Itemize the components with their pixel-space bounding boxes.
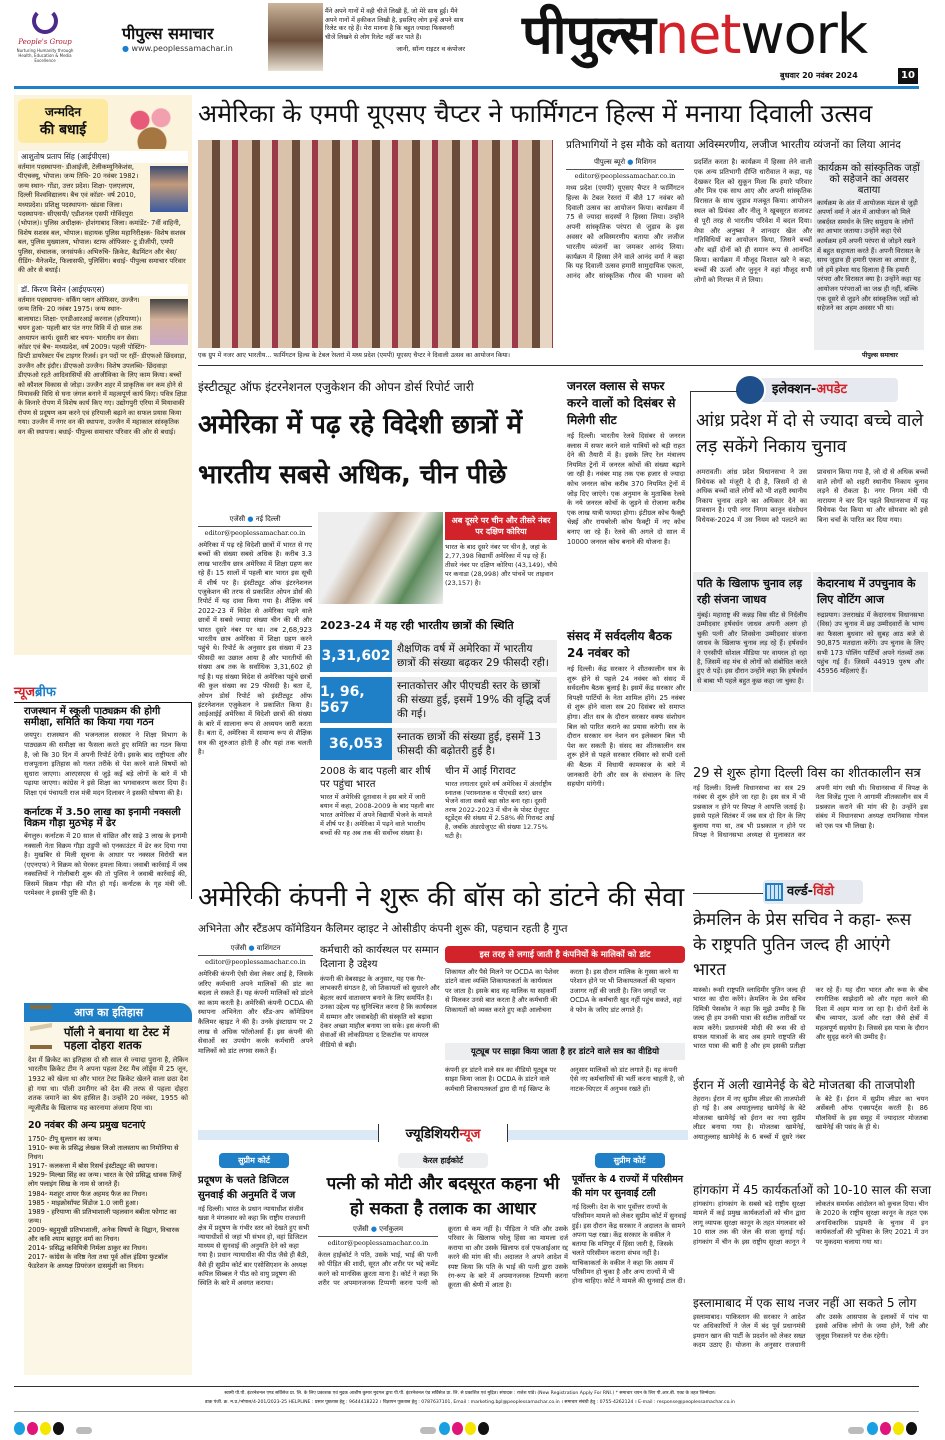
boss-youtube-title: यूट्यूब पर साझा किया जाता है हर डांटने वाले सत्र का वीडियो bbox=[445, 1043, 685, 1060]
judiciary-left-tag: सुप्रीम कोर्ट bbox=[219, 1153, 289, 1168]
brief-headline: कर्नाटक में 3.50 लाख का इनामी नक्सली विक्रम गौड़ा मुठभेड़ में ढेर bbox=[24, 806, 181, 829]
students-sub-2-title: चीन में आई गिरावट bbox=[445, 766, 516, 777]
boss-byline: एजेंसी ● वाशिंगटन bbox=[198, 944, 313, 956]
boss-email: editor@peoplessamachar.co.in bbox=[205, 958, 306, 966]
students-sub-1-text: भारत में अमेरिकी दूतावास ने इस बारे में जारी बयान में कहा, 2008-2009 के बाद पहली बार भारत अमेरिका में अपने विद्यार्थी भेजने के मामले में शीर्ष पर है। अमेरिका में पढ़ने वाले भारतीय बच्चों की यह अब तक की सर्वोच्च संख्या है। bbox=[320, 793, 434, 837]
election-tag-a: इलेक्शन- bbox=[772, 382, 817, 397]
stat-number: 1, 96, 567 bbox=[320, 677, 392, 723]
parliament-headline: संसद में सर्वदलीय बैठक 24 नवंबर को bbox=[567, 629, 672, 660]
judiciary-byline: एजेंसी ● एर्नाकुलम bbox=[318, 1225, 438, 1237]
birthday-title-a: जन्मदिन bbox=[44, 105, 82, 119]
byline-agency: एजेंसी bbox=[352, 1225, 369, 1233]
election-tag-b: अपडेट bbox=[816, 382, 848, 397]
window-icon bbox=[765, 883, 783, 901]
registration-marks-right bbox=[848, 1420, 919, 1439]
students-kicker: इंस्टीट्यूट ऑफ इंटरनेशनल एजुकेशन की ओपन डोर्स रिपोर्ट जारी bbox=[198, 380, 474, 394]
world-text: मास्को। रूसी राष्ट्रपति व्लादिमीर पुतिन जल्द ही भारत का दौरा करेंगे। क्रेमलिन के प्रेस सचिव दिमित्री पेसकोव ने कहा कि मुझे उम्मीद है कि जल्द ही हम उनकी यात्रा की सटीक तारीखों पर काम करेंगे। प्रधानमंत्री मोदी की रूस की दो सफल यात्राओं के बाद अब हमारे राष्ट्रपति की भारत यात्रा की बारी है और हम इसकी प्रतीक्षा कर रहे हैं। यह दौरा भारत और रूस के बीच रणनीतिक साझेदारी को और गहरा करने की दिशा में अहम माना जा रहा है। दोनों देशों के बीच व्यापार, ऊर्जा और रक्षा जैसे क्षेत्रों में महत्वपूर्ण सहयोग है। जिससे इस यात्रा के दौरान और सुदृढ़ करने की उम्मीद है। bbox=[693, 986, 928, 1051]
judiciary-right-text: नई दिल्ली। देश के चार पूर्वोत्तर राज्यों के परिसीमन मामले को लेकर सुप्रीम कोर्ट में सुनवाई हुई। इस दौरान केंद्र सरकार ने अदालत के सामने अपना पक्ष रखा। केंद्र सरकार के वकील ने बताया कि मणिपुर में हिंसा जारी है, जिसके चलते परिसीमन कराना संभव नहीं है। याचिकाकर्ता के वकील ने कहा कि असम में परिसीमन हो चुका है और अन्य राज्यों में भी होना चाहिए। कोर्ट ने मामले की सुनवाई टाल दी। bbox=[572, 1203, 687, 1286]
samachar-logo-block bbox=[122, 22, 262, 53]
students-body bbox=[198, 515, 312, 757]
lead-text: मध्य प्रदेश (एमपी) यूएसए चैप्टर ने फार्मिंगटन हिल्स के टेबल रेस्तरां में बीते 17 नवंबर को दिवाली उत्सव का आयोजन किया। कार्यक्रम में 75 से ज्यादा सदस्यों ने हिस्सा लिया। उन्होंने अपनी सांस्कृतिक परंपरा से जुड़ाव के इस अवसर को अविस्मरणीय बताया और लजीज भारतीय व्यंजनों का जमकर आनंद लिया। कार्यक्रम में हिस्सा लेने वाले आनंद वर्मा ने कहा कि यह दिवाली उत्सव हमारी सामुदायिक एकता, आनंद और सांस्कृतिक गौरव की भावना को प्रदर्शित करता है। कार्यक्रम में हिस्सा लेने वाली एक अन्य प्रतिभागी दीप्ति धारीवाल ने कहा, यह देखकर दिल को सुकून मिला कि हमारे परिवार और मित्र एक साथ आए और अपनी सांस्कृतिक विरासत के साथ जुड़ाव मजबूत किया। आयोजन स्थल को प्रियंका और नीलू ने खूबसूरत सजावट से पूरी तरह से भारतीय परिवेश में बदल दिया। मेघा और अनुष्का ने शानदार खेल और गतिविधियों का आयोजन किया, जिसने बच्चों और बड़ों दोनों को ही समान रूप से आनंदित किया। कार्यक्रम में मौजूद विशाल खरे ने कहा, बच्चों की ऊर्जा और जुनून ने वहां मौजूद सभी लोगों को गिरफ्त में ले लिया। bbox=[566, 158, 812, 284]
byline-agency: एजेंसी bbox=[229, 515, 246, 523]
election-text: अमरावती। आंध्र प्रदेश विधानसभा ने उस विधेयक को मंजूरी दे दी है, जिसमें दो से अधिक बच्चों वाले लोगों को भी शहरी स्थानीय निकाय चुनाव लड़ने का अधिकार देने का प्रावधान है। एपी नगर निगम कानून संशोधन विधेयक-2024 में उस नियम को पलटने का प्रावधान किया गया है, जो दो से अधिक बच्चों वाले लोगों को शहरी स्थानीय निकाय चुनाव लड़ने से रोकता है। नगर निगम मंत्री पी नारायण ने चार दिन पहले विधानसभा में यह विधेयक पेश किया था और सोमवार को इसे बिना चर्चा के पारित कर दिया गया। bbox=[696, 468, 928, 524]
judiciary-mid-headline: पत्नी को मोटी और बदसूरत कहना भी हो सकता है तलाक का आधार bbox=[326, 1174, 560, 1219]
stat-row bbox=[320, 677, 557, 723]
world-tag-b: विंडो bbox=[813, 884, 835, 899]
header-rule bbox=[14, 86, 919, 89]
lead-byline: पीपुल्स ब्यूरो ● मिशिगन bbox=[566, 158, 684, 170]
students-headline: अमेरिका में पढ़ रहे विदेशी छात्रों में भारतीय सबसे अधिक, चीन पीछे bbox=[198, 410, 523, 490]
rail-headline: जनरल क्लास से सफर करने वालों को दिसंबर से मिलेगी सीट bbox=[567, 379, 676, 427]
birthday-person-2-details: वर्तमान पदस्थापना- वर्किंग प्लान ऑफिसर, उज्जैन। जन्म तिथि- 20 नवंबर 1975। जन्म स्थान- बालाघाट। शिक्षा- एनडीआरआई करनाल (हरियाणा)। चयन हुआ- पहली बार पंत नगर विवि में दो साल तक अध्यापन कार्य। दूसरी बार चयन- भारतीय वन सेवा। कॉडर एवं बैच- मध्यप्रदेश, वर्ष 2009। पहली पोस्टिंग- डिप्टी डायरेक्टर पेंच टाइगर रिजर्व। इन पदों पर रहीं- डीएफओ छिंदवाड़ा, उज्जैन और इंदौर। डीएफओ उज्जैन। विशेष उपलब्धि- छिंदवाड़ा डीएफओ रहते आदिवासियों की आजीविका के लिए काम किया। बच्चों को कौशल विकास से जोड़ा। उज्जैन शहर में प्राकृतिक वन कम होने से मियावकी विधि से घना जंगल बनाने में महत्वपूर्ण कार्य किए। पवित्र क्षिप्रा के किनारे रोपण में विशेष कार्य किए गए। उद्योगपुरी एरिया में मियावाकी रोपण से प्रदूषण कम करने एवं हरियाली बढ़ाने का सफल प्रयास किया गया। उज्जैन में नगर वन की स्थापना, उज्जैन में महाकाल सांस्कृतिक वन की स्थापना। बधाई- पीपुल्स समाचार परिवार की ओर से बधाई। bbox=[18, 295, 187, 436]
page-number: 10 bbox=[898, 68, 918, 84]
stat-row bbox=[320, 640, 557, 672]
delhi-headline: 29 से शुरू होगा दिल्ली विस का शीतकालीन सत्र bbox=[693, 766, 921, 781]
registration-marks-center bbox=[420, 1420, 491, 1439]
world-tag-a: वर्ल्ड- bbox=[787, 884, 814, 899]
byline-place: नई दिल्ली bbox=[255, 515, 281, 523]
students-sub-1-title: 2008 के बाद पहली बार शीर्ष पर पहुंचा भारत bbox=[320, 766, 431, 790]
group-name: People's Group bbox=[18, 38, 72, 46]
history-text: देश में क्रिकेट का इतिहास दो सौ साल से ज्यादा पुराना है, लेकिन भारतीय क्रिकेट टीम ने अपना पहला टेस्ट मैच लॉर्ड्स में 25 जून, 1932 को खेला था और भारत टेस्ट क्रिकेट खेलने वाला छठा देश हो गया था। पॉली उमरीगर को देश की तरफ से पहला दोहरा शतक जमाने का श्रेय हासिल है। उन्होंने 20 नवंबर, 1955 को न्यूजीलैंड के खिलाफ यह कारनामा अंजाम दिया था। bbox=[28, 1055, 188, 1112]
boss-box-text: शिकायत और पैसे मिलने पर OCDA का पेशेवर डांटने वाला व्यक्ति शिकायतकर्ता के कार्यस्थल पर जाता है। इसके बाद वह मालिक या सहकर्मी से मिलकर उनसे बात करता है और कर्मचारी की शिकायतों को व्यक्त करते हुए कड़ी आलोचना करता है। इस दौरान मालिक के गुस्सा करने या परेशान होने पर भी शिकायतकर्ता की पहचान उजागर नहीं की जाती है। जिन जगहों पर OCDA के कर्मचारी खुद नहीं पहुंच सकते, वहां वे फोन के जरिए डांट लगाते हैं। bbox=[445, 968, 682, 1014]
lead-sidebar bbox=[814, 160, 924, 350]
stats-title: 2023-24 में यह रही भारतीय छात्रों की स्थिति bbox=[320, 619, 514, 632]
judiciary-mid bbox=[318, 1153, 568, 1365]
brief-text: जयपुर। राजस्थान की भजनलाल सरकार ने शिक्षा विभाग के पाठ्यक्रम की समीक्षा का फैसला करते हुए समिति का गठन किया है, जो कि 30 दिन में अपनी रिपोर्ट देगी। इसके बाद राष्ट्रीयता और राजपूताना इतिहास को गलत तरीके से पेश करने वाले विषयों को सुधारा जाएगा। आरएसएस से जुड़े कई बड़े लोगों के बारे में भी पढ़ाया जाएगा। कांग्रेस ने इसे शिक्षा का भगवाकरण करार दिया है। शिक्षा एवं पंचायती राज मंत्री मदन दिलावर ने इसकी घोषणा की है। bbox=[24, 731, 187, 797]
world-story bbox=[693, 1293, 928, 1371]
history-event: 2017- कांग्रेस के वरिष्ठ नेता तथा पूर्व ऑल इंडिया फुटबॉल फेडरेशन के अध्यक्ष प्रियरंजन दासमुंशी का निधन। bbox=[28, 1253, 168, 1271]
byline-place: एर्नाकुलम bbox=[379, 1225, 404, 1233]
sanjana-text: मुंबई। महाराष्ट्र की कन्नड़ विस सीट से निर्दलीय उम्मीदवार हर्षवर्धन जाधव अपनी अलग हो चुकी पत्नी और शिवसेना उम्मीदवार संजना जाधव के खिलाफ चुनाव लड़ रहे हैं। हर्षवर्धन ने एनसीपी सोशल मीडिया पर वायरल हो रहा है, जिसमें वह मंच से लोगों को संबोधित करते हुए रो पड़ें। इस दौरान उन्होंने कहा कि हर्षवर्धन से बाबा भी पहले बहुत कुछ कहा जा चुका है। bbox=[697, 611, 807, 685]
birthday-title bbox=[18, 99, 108, 143]
quote-block bbox=[325, 8, 465, 53]
lead-body bbox=[566, 158, 812, 348]
judiciary-right-tag: सुप्रीम कोर्ट bbox=[595, 1153, 665, 1168]
judiciary-title-a: ज्यूडिशियरी bbox=[405, 1127, 460, 1142]
birthday-person-2-photo bbox=[150, 299, 188, 345]
history-event: 1985 - माइक्रोसॉफ्ट विंडोज 1.0 जारी हुआ। bbox=[28, 1198, 139, 1207]
world-headline: इस्लामाबाद में एक साथ नजर नहीं आ सकते 5 लोग bbox=[693, 1296, 917, 1310]
lead-divider bbox=[198, 365, 923, 366]
judiciary-title-b: न्यूज bbox=[459, 1127, 481, 1142]
footer-rule bbox=[14, 1386, 919, 1387]
lead-side-headline: कार्यक्रम को सांस्कृतिक जड़ों को सहेजने का अवसर बताया bbox=[818, 163, 920, 197]
history-event: 1984- मशहूर शायर फैज अहमद फैज का निधन। bbox=[28, 1189, 148, 1198]
news-brief-title bbox=[14, 682, 192, 700]
parliament-text: नई दिल्ली। केंद्र सरकार ने शीतकालीन सत्र के शुरू होने से पहले 24 नवंबर को संसद में सर्वदलीय बैठक बुलाई है। इसमें केंद्र सरकार और विपक्षी पार्टियों के नेता शामिल होंगे। 25 नवंबर से शुरू होने वाला सत्र 20 दिसंबर को समाप्त होगा। शीत सत्र के दौरान सरकार वक्फ संशोधन बिल को पारित कराने का प्रयास करेगी। सत्र के दौरान सरकार वन नेशन वन इलेक्शन बिल भी पेश कर सकती है। संसद का शीतकालीन सत्र शुरू होने से पहले सरकार रविवार को सभी दलों की बैठक में विधायी कामकाज के बारे में जानकारी देगी और सत्र के संचालन के लिए सहयोग मांगेगी। bbox=[567, 665, 685, 789]
rail-story bbox=[567, 378, 685, 547]
masthead-net: net bbox=[654, 3, 741, 66]
election-update-tag bbox=[738, 378, 898, 402]
history-event: 1910- रूस के प्रसिद्ध लेखक लिओ तालस्ताय का निमोनिया से निधन। bbox=[28, 1144, 179, 1162]
byline-place: मिशिगन bbox=[635, 158, 657, 166]
judiciary-right-headline: पूर्वोत्तर के 4 राज्यों में परिसीमन की मांग पर सुनवाई टली bbox=[572, 1174, 684, 1199]
students-sub-2 bbox=[445, 765, 557, 840]
students-photo bbox=[318, 512, 443, 604]
brief-text: बेंगलुरु। कर्नाटक में 20 साल से वांछित और साढ़े 3 लाख के इनामी नक्सली नेता विक्रम गौड़ा उडुपी को एनकाउंटर में ढेर कर दिया गया है। मुखबिर से मिली सूचना के आधार पर नक्सल विरोधी बल (एएनएफ) ने विक्रम को घेरकर हमला किया। जवाबी कार्रवाई में जब नक्सलियों ने गोलीबारी शुरू की तो पुलिस ने जवाबी कार्रवाई की, जिसमें विक्रम गौड़ा की मौत हो गई। कर्नाटक के गृह मंत्री जी. परमेश्वर ने इसकी पुष्टि की है। bbox=[24, 831, 187, 898]
judiciary-left-text: नई दिल्ली। भारत के प्रधान न्यायाधीश संजीव खन्ना ने मंगलवार को कहा कि राष्ट्रीय राजधानी क्षेत्र में प्रदूषण के गंभीर स्तर को देखते हुए सभी न्यायाधीशों से जहां भी संभव हो, वहां डिजिटल माध्यम से सुनवाई की अनुमति देने को कहा गया है। प्रधान न्यायाधीश की पीठ जैसे ही बैठी, वैसे ही सुप्रीम कोर्ट बार एसोसिएशन के अध्यक्ष कपिल सिब्बल ने पीठ को वायु प्रदूषण की स्थिति के बारे में अवगत कराया। bbox=[198, 1205, 310, 1288]
news-brief bbox=[14, 682, 192, 899]
world-headline: क्रेमलिन के प्रेस सचिव ने कहा- रूस के राष्ट्रपति पुतिन जल्द ही आएंगे भारत bbox=[693, 910, 912, 980]
history-event: 1750- टीपू सुल्तान का जन्म। bbox=[28, 1134, 102, 1143]
group-logo bbox=[14, 6, 76, 63]
kedarnath-headline: केदारनाथ में उपचुनाव के लिए वोटिंग आज bbox=[817, 577, 916, 606]
masthead-hindi: पीपुल्स bbox=[522, 3, 655, 66]
birthday-person-1-photo bbox=[150, 166, 188, 212]
birthday-person-1-name: आशुतोष प्रताप सिंह (आईपीएस) bbox=[18, 151, 188, 163]
lead-photo-caption: एक ग्रुप में नजर आए भारतीय... फार्मिंगटन हिल्स के टेबल रेस्तरां में मध्य प्रदेश (एमपी) यूएसए चैप्टर ने दिवाली उत्सव का आयोजन किया। bbox=[198, 352, 511, 359]
registration-marks-left bbox=[14, 1420, 95, 1439]
website-text: www.peoplessamachar.in bbox=[131, 44, 233, 53]
hourglass-icon bbox=[30, 1005, 52, 1049]
world-story bbox=[693, 1180, 931, 1278]
samachar-logo: पीपुल्स समाचार bbox=[122, 24, 214, 43]
world-headline: ईरान में अली खामेनेई के बेटे मोजतबा की ताजपोशी bbox=[693, 1078, 915, 1092]
history-events-list bbox=[24, 1135, 192, 1271]
students-text: अमेरिका में पढ़ रहे विदेशी छात्रों में भारत से गए बच्चों की संख्या सबसे अधिक है। करीब 3.3 लाख भारतीय छात्र अमेरिका में शिक्षा ग्रहण कर रहे हैं। 15 सालों में पहली बार भारत इस सूची में शीर्ष पर है। इंस्टीट्यूट ऑफ इंटरनेशनल एजुकेशन की तरफ से प्रकाशित ओपन डोर्स की रिपोर्ट में यह दावा किया गया है। शैक्षिक वर्ष 2022-23 में विदेश से अमेरिका पढ़ने वाले छात्रों में सबसे ज्यादा संख्या चीन की थी और भारत दूसरे नंबर पर था। तब 2,68,923 भारतीय छात्र अमेरिका में शिक्षा ग्रहण करने पहुंचे थे। रिपोर्ट के अनुसार इस संख्या में 23 फीसदी का उछाल आया है और भारतीयों की संख्या अब तक के सर्वाधिक 3,31,602 हो गई है। यह संख्या विदेश से अमेरिका पहुंचे छात्रों की कुल संख्या का 29 फीसदी है। बता दें, ओपन डोर्स रिपोर्ट को इंस्टीट्यूट ऑफ इंटरनेशनल एजुकेशन ने प्रकाशित किया है। आईआईई अमेरिका में विदेशी छात्रों की संख्या के बारे में सालाना रूप से अध्ययन जारी करता है। बता दें, अमेरिका में सामान्य रूप से शैक्षिक सत्र की शुरुआत होती है और यहां तक चलती है। bbox=[198, 541, 312, 756]
world-text: तेहरान। ईरान में नए सुप्रीम लीडर की ताजपोशी हो गई है। अब अयातुल्लाह खामेनेई के बेटे मोजतबा खामेनेई को ईरान का नया सुप्रीम लीडर बनाया गया है। मोजतबा खामेनेई, अयातुल्लाह खामेनेई के 6 बच्चों में दूसरे नंबर के बेटे हैं। ईरान में सुप्रीम लीडर का चयन असेंबली ऑफ एक्सपर्ट्स करती है। 86 मौलवियों के इस समूह में ज्यादातर मोजतबा खामेनेई की पसंद के ही थे। bbox=[693, 1095, 928, 1141]
sanjana-story bbox=[693, 572, 811, 692]
kedarnath-story bbox=[813, 572, 928, 692]
news-brief-title-b: ब्रीफ bbox=[35, 685, 56, 700]
boss-sub-text: कंपनी की वेबसाइट के अनुसार, यह एक गैर-लाभकारी संगठन है, जो शिकायतों को सुधारने और बेहतर कार्य वातावरण बनाने के लिए समर्पित है। उनका उद्देश्य यह सुनिश्चित करना है कि कार्यस्थल में सम्मान और जवाबदेही की संस्कृति को बढ़ावा देकर अच्छा माहौल बनाया जा सके। इस कंपनी की सेवाओं की लोकप्रियता द टिकटॉक पर वायरल वीडियो से बढ़ी। bbox=[320, 975, 440, 1049]
boss-headline: अमेरिकी कंपनी ने शुरू की बॉस को डांटने की सेवा bbox=[198, 882, 685, 913]
students-email: editor@peoplessamachar.co.in bbox=[204, 529, 306, 537]
boss-youtube-text: कंपनी हर डांटने वाले सत्र का वीडियो यूट्यूब पर साझा किया जाता है। OCDA के डांटने वाले कर्मचारी शिकायतकर्ता द्वारा दी गई स्क्रिप्ट के अनुसार मालिकों को डांट लगाते हैं। यह कंपनी ऐसे नए कर्मचारियों की भर्ती करना चाहती है, जो नाटक-थिएटर में अनुभव रखते हों। bbox=[445, 1066, 685, 1093]
masthead-work: work bbox=[740, 3, 868, 66]
students-side-box bbox=[445, 512, 557, 588]
boss-text: अमेरिकी कंपनी ऐसी सेवा लेकर आई है, जिसके जरिए कर्मचारी अपने मालिकों की डांट का बदला ले सकते हैं। यह कंपनी मालिकों को डांटने का काम करती है। अमेरिकी कंपनी OCDA की स्थापना अभिनेता और स्टैंड-अप कॉमेडियन कैलिमर व्हाइट ने की है। उनके इंस्टाग्राम पर 2 लाख से अधिक फॉलोअर्स हैं। इस कंपनी की सेवाओं का उपयोग करके कर्मचारी अपने मालिकों को डांट लगवा सकते हैं। bbox=[198, 970, 313, 1055]
students-box-text: भारत के बाद दूसरे नंबर पर चीन है, जहां के 2,77,398 विद्यार्थी अमेरिका में पढ़ रहे हैं। तीसरे नंबर पर दक्षिण कोरिया (43,149), चौथे पर कनाडा (28,998) और पांचवें पर ताइवान (23,157) है। bbox=[445, 543, 557, 587]
world-text: हांगकांग। हांगकांग के सबसे बड़े राष्ट्रीय सुरक्षा मामले में कई प्रमुख कार्यकर्ताओं को चीन द्वारा लागू व्यापक सुरक्षा कानून के तहत मंगलवार को 10 साल तक की जेल की सजा सुनाई गई। हांगकांग में चीन के इस राष्ट्रीय सुरक्षा कानून ने लोकतंत्र समर्थक आंदोलन को कुचल दिया। चीन के 2020 के राष्ट्रीय सुरक्षा कानून के तहत एक अनाधिकारिक प्राइमरी के चुनाव में इन कार्यकर्ताओं की भूमिका के लिए 2021 में उन पर मुकदमा चलाया गया था। bbox=[693, 1200, 928, 1246]
rail-text: नई दिल्ली। भारतीय रेलवे दिसंबर से जनरल क्लास में सफर करने वाले यात्रियों को बड़ी राहत देने की तैयारी में है। इसके लिए रेल मंत्रालय नियमित ट्रेनों में जनरल कोचों की संख्या बढ़ाने जा रही है। नवंबर माह तक एक हजार से ज्यादा कोच जनरल कोच करीब 370 नियमित ट्रेनों में जोड़ दिए जाएंगे। एक अनुमान के मुताबिक रेलवे के नये जनरल कोचों के जुड़ने से रोजाना करीब एक लाख यात्री फायदा होगा। इंटीग्रल कोच फैक्ट्री चेन्नई और रायबरेली कोच फैक्ट्री में नए कोच बनाए जा रहे हैं। रेलवे की अगले दो साल में 10000 जनरल कोच बनाने की योजना है। bbox=[567, 432, 685, 546]
stat-number: 36,053 bbox=[320, 728, 392, 760]
news-brief-title-a: न्यूज bbox=[14, 685, 36, 700]
masthead bbox=[522, 0, 867, 70]
students-sub-2-text: भारत लगातार दूसरे वर्ष अमेरिका में अंतर्राष्ट्रीय स्नातक (परास्नातक व पीएचडी स्तर) छात्र भेजने वाला सबसे बड़ा स्रोत बना रहा। दूसरी तरफ 2022-2023 में चीन के पोस्ट ग्रेजुएट स्टूडेंट्स की संख्या में 2.58% की गिरावट आई है, जबकि अंडरग्रेजुएट की संख्या 12.75% घटी है। bbox=[445, 780, 555, 840]
election-headline: आंध्र प्रदेश में दो से ज्यादा बच्चे वाले लड़ सकेंगे निकाय चुनाव bbox=[696, 411, 924, 457]
delhi-text: नई दिल्ली। दिल्ली विधानसभा का सत्र 29 नवंबर से शुरू होने जा रहा है। इस सत्र में भी प्रश्नकाल न होने पर विपक्ष ने आपत्ति जताई है। इससे पहले सितंबर में जब सत्र दो दिन के लिए बुलाया गया था, तब भी प्रश्नकाल न होने पर विपक्ष ने विधानसभा अध्यक्ष से मुलाकात कर अपनी मांग रखी थी। विधानसभा में विपक्ष के नेता विजेंद्र गुप्ता ने आगामी शीतकालीन सत्र में प्रश्नकाल कराने की मांग की है। उन्होंने इस संबंध में विधानसभा अध्यक्ष रामनिवास गोयल को एक पत्र भी लिखा है। bbox=[693, 784, 928, 840]
lead-side-text: कार्यक्रम के अंत में आयोजक मंडल से जुड़ी अपर्णा वर्मा ने अंत में आयोजन को मिले जबर्दस्त समर्थन के लिए समुदाय के लोगों का आभार जताया। उन्होंने कहा ऐसे कार्यक्रम हमें अपनी परंपरा से जोड़ने रखने में बहुत सहायता करते हैं। अपनी विरासत के साथ जुड़ाव ही हमारी एकता का आधार है, जो हमें हमेशा याद दिलाता है कि हमारी परंपरा और विरासत क्या है। उन्होंने कहा यह आयोजन परंपराओं का जश्न ही नहीं, बल्कि एक दूसरे से जुड़ने और सांस्कृतिक जड़ों को सहेजने का अहम अवसर भी था। bbox=[817, 198, 921, 313]
judiciary-email: editor@peoplessamachar.co.in bbox=[327, 1239, 429, 1247]
boss-box-title: इस तरह से लगाई जाती है कंपनियों के मालिकों को डांट bbox=[445, 946, 685, 963]
group-tagline: Nurturing Humanity through Health, Education & Media Excellence bbox=[16, 48, 74, 63]
ballot-icon bbox=[734, 374, 766, 406]
judiciary-left-headline: प्रदूषण के चलते डिजिटल सुनवाई की अनुमति दें जज bbox=[198, 1175, 296, 1201]
birthday-box bbox=[14, 95, 192, 655]
birthday-person-2-name: डॉ. किरण बिसेन (आईएफएस) bbox=[18, 284, 188, 296]
judiciary-mid-tag: केरल हाईकोर्ट bbox=[398, 1153, 488, 1168]
stat-row bbox=[320, 728, 557, 760]
world-story bbox=[693, 1075, 928, 1163]
group-logo-icon bbox=[32, 8, 58, 34]
history-event: 1917- कलकत्ता में बोस रिसर्च इंस्टीट्यूट की स्थापना। bbox=[28, 1162, 158, 1171]
world-rule bbox=[693, 893, 763, 894]
history-events-title: 20 नवंबर की अन्य प्रमुख घटनाएं bbox=[28, 1120, 146, 1132]
website-link[interactable]: ● www.peoplessamachar.in bbox=[122, 44, 233, 53]
world-window-tag bbox=[763, 880, 863, 904]
footer-rule-2 bbox=[14, 1411, 919, 1412]
lead-email: editor@peoplessamachar.co.in bbox=[574, 172, 676, 180]
sanjana-headline: पति के खिलाफ चुनाव लड़ रही संजना जाधव bbox=[697, 577, 803, 606]
byline-agency: एजेंसी bbox=[230, 944, 247, 952]
birthday-title-b: की बधाई bbox=[39, 122, 87, 138]
brief-headline: राजस्थान में स्कूली पाठ्यक्रम की होगी समीक्षा, समिति का किया गया गठन bbox=[24, 706, 161, 729]
lead-photo-credit: पीपुल्स समाचार bbox=[862, 352, 899, 359]
world-story bbox=[693, 908, 928, 1080]
parliament-story bbox=[567, 628, 685, 790]
stat-text: शैक्षणिक वर्ष में अमेरिका में भारतीय छात्रों की संख्या बढ़कर 29 फीसदी रही। bbox=[392, 640, 557, 672]
students-sub-1 bbox=[320, 765, 435, 838]
history-event: 2014- प्रसिद्ध कवियित्री निर्मला ठाकुर का निधन। bbox=[28, 1244, 148, 1253]
lead-photo bbox=[198, 140, 553, 348]
stat-text: स्नातक छात्रों की संख्या हुई, इसमें 13 फीसदी की बढ़ोतरी हुई है। bbox=[392, 728, 557, 760]
boss-body bbox=[198, 944, 313, 1056]
judiciary-right bbox=[572, 1153, 687, 1363]
quote-text: मैंने अपने गानों में वही चीजें लिखी हैं, जो मेरे साथ हुईं। मैंने अपने गानों में हकीकत लिखी है, इसलिए लोग इन्हें अपने साथ रिलेट कर रहे हैं। मेरा मानना है कि बहुत ज्यादा फिक्शनरी चीजें लिखने से लोग रिलेट नहीं कर पाते हैं। bbox=[325, 8, 464, 41]
world-text: इस्लामाबाद। पाकिस्तान की सरकार ने आदेश पर अधिकारियों ने जेल में बंद पूर्व प्रधानमंत्री इमरान खान की पार्टी के प्रदर्शन को लेकर सख्त कदम उठाए हैं। योजना के अनुसार राजधानी और उसके आसपास के इलाकों में पांच या इससे अधिक लोगों के जमा होने, रैली और जुलूस निकालने पर रोक रहेगी। bbox=[693, 1313, 928, 1350]
boss-sub bbox=[320, 944, 440, 1050]
kedarnath-text: रुद्रप्रयाग। उत्तराखंड में केदारनाथ विधानसभा (विस) उप चुनाव में छह उम्मीदवारों के भाग्य का फैसला बुधवार को सुबह आठ बजे से 90,875 मतदाता करेंगे। उप चुनाव के लिए सभी 173 पोलिंग पार्टियों अपने गंतव्यों तक पहुंच गई हैं। जिसमें 44919 पुरुष और 45956 महिलाएं हैं। bbox=[817, 611, 924, 676]
stat-number: 3,31,602 bbox=[320, 640, 392, 672]
world-headline: हांगकांग में 45 कार्यकर्ताओं को 10-10 साल की सजा bbox=[693, 1183, 931, 1197]
flower-basket-icon bbox=[122, 101, 182, 149]
history-event: 1989 - हरियाणा की प्रतिभाशाली पहलवान बबीता फोगाट का जन्म। bbox=[28, 1207, 177, 1225]
footer-imprint: स्वामी पी.पी. इंटरनेशनल एण्ड सर्विसेज प्रा. लि. के लिए प्रकाशक एवं मुद्रक आशीष कुमार मुदगल द्वारा पी.पी. इंटरनेशनल एंड सर्विसेज प्रा. लि. से प्रकाशित एवं मुद्रित। संपादक : राजेश पांडे। (New Registration Apply For RNI.) * समाचार चयन के लिए पी.आर.बी. एक्ट के तहत जिम्मेदार। bbox=[224, 1391, 716, 1396]
stats-list bbox=[320, 640, 557, 765]
stat-text: स्नातकोत्तर और पीएचडी स्तर के छात्रों की संख्या हुई, इसमें 19% की वृद्धि दर्ज की गई। bbox=[392, 677, 557, 723]
byline-place: वाशिंगटन bbox=[256, 944, 281, 952]
judiciary-mid-text: केरल हाईकोर्ट ने पति, उसके भाई, भाई की पत्नी को पीड़ित की शादी, सूरत और शरीर पर भद्दे कमेंट करने को मानसिक क्रूरता माना है। कोर्ट ने कहा कि शरीर पर अपमानजनक टिप्पणी करना पत्नी को क्रूरता से कम नहीं है। पीड़िता ने पति और उसके परिवार के खिलाफ घरेलू हिंसा का मामला दर्ज कराया था और उसके खिलाफ दर्ज एफआईआर रद्द करने की मांग की थी। अदालत ने अपने आदेश में स्पष्ट किया कि पति के भाई की पत्नी द्वारा उसके रंग-रूप के बारे में अपमानजनक टिप्पणी करना क्रूरता की श्रेणी में आता है। bbox=[318, 1225, 568, 1290]
byline-agency: पीपुल्स ब्यूरो bbox=[593, 158, 626, 166]
students-byline: एजेंसी ● नई दिल्ली bbox=[198, 515, 312, 527]
date-line: बुधवार 20 नवंबर 2024 bbox=[780, 71, 858, 80]
birthday-person-1-details: वर्तमान पदस्थापना- डीआईजी, टेलीकम्युनिकेशंस, पीएचक्यू, भोपाल। जन्म तिथि- 20 नवंबर 1982। जन्म स्थान- गोंडा, उत्तर प्रदेश। शिक्षा- एलएलएम, दिल्ली विश्वविद्यालय। बैच एवं कॉडर- वर्ष 2010, मध्यप्रदेश। प्रशिक्षु पदस्थापना- खंडवा जिला। पदस्थापना- सीएसपी/ एडीशनल एसपी गोविंदपुरा (भोपाल)। पुलिस अधीक्षक- होशंगाबाद जिला। कमांडेंट- 7वीं वाहिनी, विशेष सशस्त्र बल, भोपाल। सहायक पुलिस महानिरीक्षक- विशेष सशस्त्र बल, पुलिस मुख्यालय, भोपाल। स्टाफ ऑफिसर- टू डीजीपी, एमपी पुलिस, संचालक, जनसंपर्क। अभिरुचि- क्रिकेट, बैडमिंटन और चेस/ रीडिंग- मैनेजमेंट, फिलासफी, पुलिसिंग। बधाई- पीपुल्स समाचार परिवार की ओर से बधाई। bbox=[18, 163, 186, 275]
history-headline: पॉली ने बनाया था टेस्ट में पहला दोहरा शतक bbox=[64, 1025, 170, 1052]
history-event: 1929- मिल्खा सिंह का जन्म। भारत के ऐसे प्रसिद्ध धावक जिन्हें लोग फ्लाइंग सिख के नाम से जानते हैं। bbox=[28, 1171, 182, 1189]
delhi-story bbox=[693, 764, 928, 852]
students-box-title: अब दूसरे पर चीन और तीसरे नंबर पर दक्षिण कोरिया bbox=[445, 512, 557, 540]
judiciary-left bbox=[198, 1153, 310, 1365]
lead-headline: अमेरिका के एमपी यूएसए चैप्टर ने फार्मिंगटन हिल्स में मनाया दिवाली उत्सव bbox=[198, 99, 873, 128]
boss-sub-title: कर्मचारी को कार्यस्थल पर सम्मान दिलाना है उद्देश्य bbox=[320, 945, 439, 970]
history-title: आज का इतिहास bbox=[24, 1003, 192, 1022]
aaj-ka-itihas bbox=[24, 1003, 192, 1375]
footer-contact: डाक पंजी. क्र. म.प्र./भोपाल/4-201/2023-25 HELPLINE : प्रसार पूछताछ हेतु : 9644418222 । विज्ञापन पूछताछ हेतु : 0787637101, Email : marketing.bpl@peoplessamachar.co.in । समाचार संबंधी हेतु : 0755-4262124 । E-mail : response@peoplessamachar.co.in bbox=[205, 1400, 735, 1405]
history-event: 2009- बहुमुखी प्रतिभाशाली, अनेक विषयों के विद्वान, विचारक और कवि श्याम बहादुर वर्मा का निधन। bbox=[28, 1225, 180, 1243]
boss-subhead: अभिनेता और स्टैंडअप कॉमेडियन कैलिमर व्हाइट ने ओसीडीए कंपनी शुरू की, पहचान रहती है गुप्त bbox=[198, 923, 568, 935]
judiciary-title bbox=[378, 1124, 508, 1142]
quote-author: जानी, सॉन्ग राइटर व कंपोजर bbox=[396, 45, 465, 54]
lead-subhead: प्रतिभागियों ने इस मौके को बताया अविस्मरणीय, लजीज भारतीय व्यंजनों का लिया आनंद bbox=[566, 139, 901, 151]
quote-author-photo bbox=[268, 3, 323, 71]
